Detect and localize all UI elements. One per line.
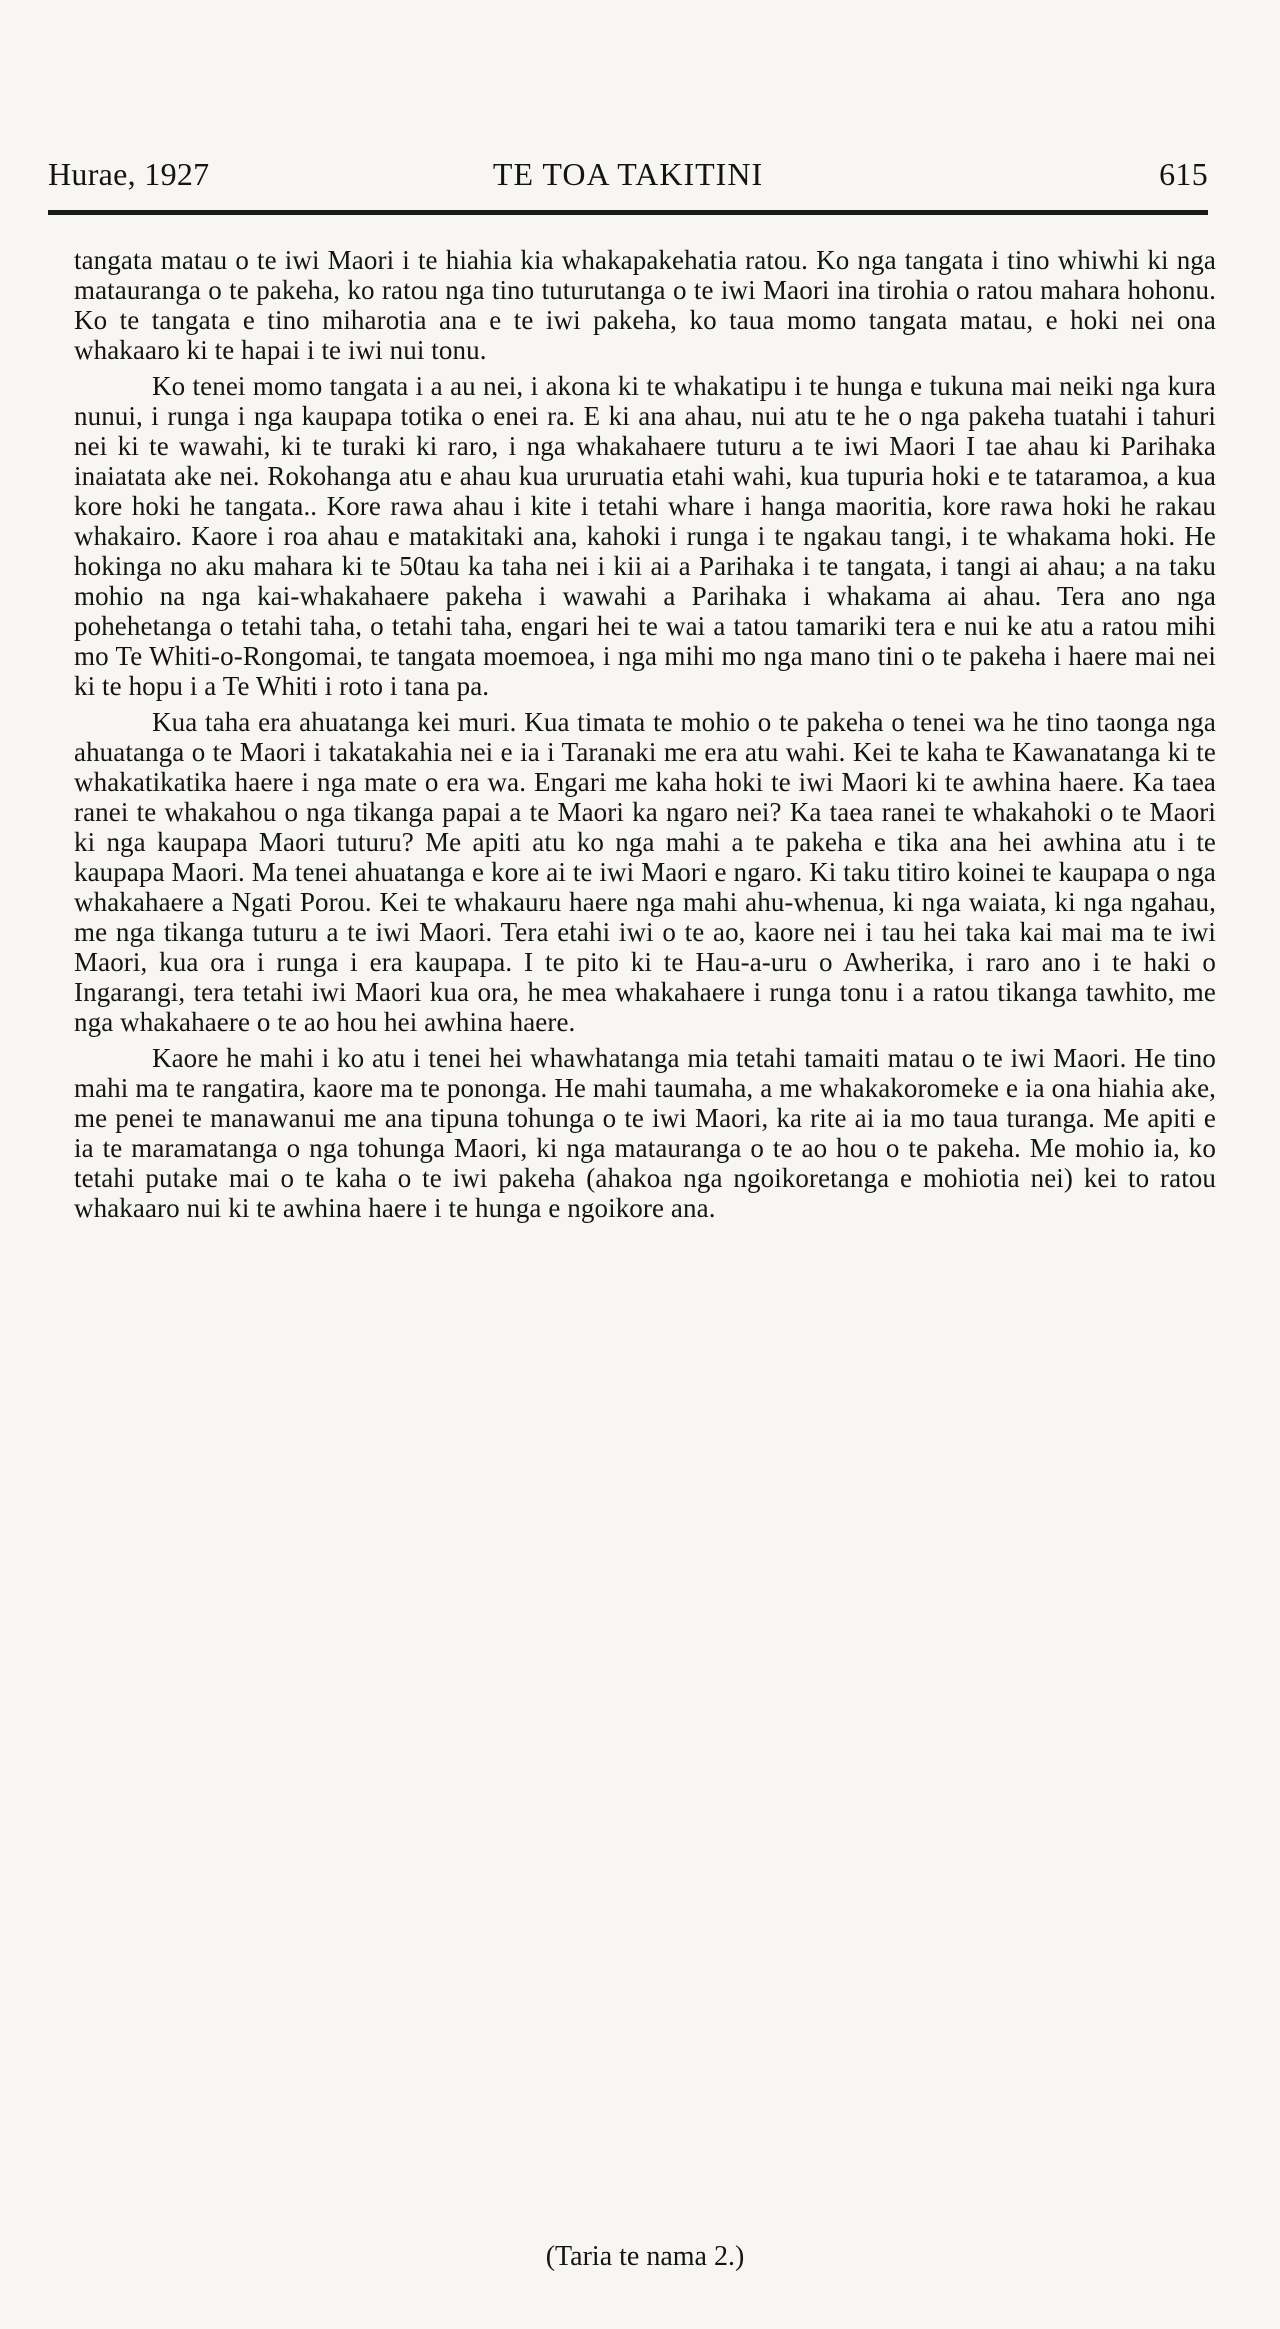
header-date: Hurae, 1927: [48, 156, 210, 192]
page-number: 615: [1159, 156, 1208, 192]
paragraph-1: tangata matau o te iwi Maori i te hiahia kia whakapakehatia ratou. Ko nga tangata i tino whiwhi ki nga matauranga o te pakeha, ko ratou nga tino tuturutanga o te iwi Maori ina tirohia o ratou mahara hohonu. Ko te tangata e tino miharotia ana e te iwi pakeha, ko taua momo tangata matau, e hoki nei ona whakaaro ki te hapai i te iwi nui tonu.: [74, 245, 1216, 365]
paragraph-3: Kua taha era ahuatanga kei muri. Kua timata te mohio o te pakeha o tenei wa he tino taonga nga ahuatanga o te Maori i takatakahia nei e ia i Taranaki me era atu wahi. Kei te kaha te Kawanatanga ki te whakatikatika haere i nga mate o era wa. Engari me kaha hoki te iwi Maori ki te awhina haere. Ka taea ranei te whakahou o nga tikanga papai a te Maori ka ngaro nei? Ka taea ranei te whakahoki o te Maori ki nga kaupapa Maori tuturu? Me apiti atu ko nga mahi a te pakeha e tika ana hei awhina atu i te kaupapa Maori. Ma tenei ahuatanga e kore ai te iwi Maori e ngaro. Ki taku titiro koinei te kaupapa o nga whakahaere a Ngati Porou. Kei te whakauru haere nga mahi ahu-whenua, ki nga waiata, ki nga ngahau, me nga tikanga tuturu a te iwi Maori. Tera etahi iwi o te ao, kaore nei i tau hei taka kai mai ma te iwi Maori, kua ora i runga i era kaupapa. I te pito ki te Hau-a-uru o Awherika, i raro ano i te haki o Ingarangi, tera tetahi iwi Maori kua ora, he mea whakahaere i runga tonu i a ratou tikanga tawhito, me nga whakahaere o te ao hou hei awhina haere.: [74, 707, 1216, 1037]
header-title: TE TOA TAKITINI: [492, 156, 764, 192]
header-rule: [48, 210, 1208, 215]
article-body: [74, 245, 1216, 1229]
paragraph-2: Ko tenei momo tangata i a au nei, i akona ki te whakatipu i te hunga e tukuna mai neiki nga kura nunui, i runga i nga kaupapa totika o enei ra. E ki ana ahau, nui atu te he o nga pakeha tuatahi i tahuri nei ki te wawahi, ki te turaki ki raro, i nga whakahaere tuturu a te iwi Maori I tae ahau ki Parihaka inaiatata ake nei. Rokohanga atu e ahau kua ururuatia etahi wahi, kua tupuria hoki e te tataramoa, a kua kore hoki he tangata.. Kore rawa ahau i kite i tetahi whare i hanga maoritia, kore rawa hoki he rakau whakairo. Kaore i roa ahau e matakitaki ana, kahoki i runga i te ngakau tangi, i te whakama hoki. He hokinga no aku mahara ki te 50tau ka taha nei i kii ai a Parihaka i te tangata, i tangi ai ahau; a na taku mohio na nga kai-whakahaere pakeha i wawahi a Parihaka i whakama ai ahau. Tera ano nga pohehetanga o tetahi taha, o tetahi taha, engari hei te wai a tatou tamariki tera e nui ke atu a ratou mihi mo Te Whiti-o-Rongomai, te tangata moemoea, i nga mihi mo nga mano tini o te pakeha i haere mai nei ki te hopu i a Te Whiti i roto i tana pa.: [74, 371, 1216, 701]
running-header: [48, 150, 1208, 198]
continuation-note: (Taria te nama 2.): [545, 2241, 745, 2272]
paragraph-4: Kaore he mahi i ko atu i tenei hei whawhatanga mia tetahi tamaiti matau o te iwi Maori. He tino mahi ma te rangatira, kaore ma te pononga. He mahi taumaha, a me whakakoromeke e ia ona hiahia ake, me penei te manawanui me ana tipuna tohunga o te iwi Maori, ka rite ai ia mo taua turanga. Me apiti e ia te maramatanga o nga tohunga Maori, ki nga matauranga o te ao hou o te pakeha. Me mohio ia, ko tetahi putake mai o te kaha o te iwi pakeha (ahakoa nga ngoikoretanga e mohiotia nei) kei to ratou whakaaro nui ki te awhina haere i te hunga e ngoikore ana.: [74, 1043, 1216, 1223]
